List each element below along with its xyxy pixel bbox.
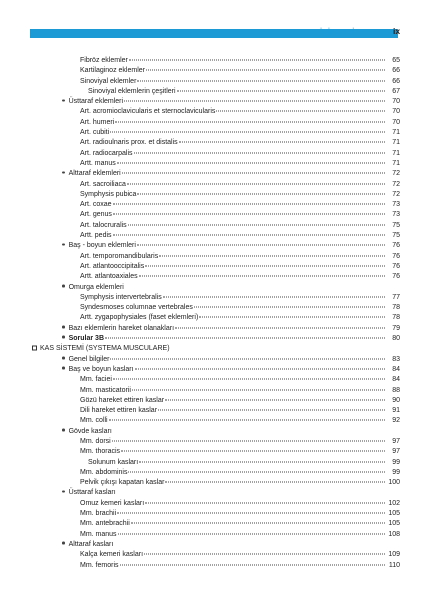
toc-entry[interactable] bbox=[0, 128, 400, 138]
toc-entry-title: Art. sacroiliaca bbox=[80, 180, 126, 188]
toc-entry-page: 100 bbox=[388, 479, 400, 487]
toc-entry-title: Baş ve boyun kasları bbox=[68, 365, 134, 373]
toc-entry[interactable] bbox=[0, 540, 400, 550]
toc-entry-page: 71 bbox=[392, 139, 400, 147]
toc-entry-title: Artt. manus bbox=[80, 159, 116, 167]
dot-leader bbox=[110, 132, 385, 133]
toc-entry-page: 110 bbox=[388, 561, 400, 569]
toc-entry-title: Art. coxae bbox=[80, 201, 112, 209]
bullet-icon bbox=[62, 336, 65, 339]
checkbox-square-icon bbox=[32, 346, 37, 351]
dot-leader bbox=[118, 533, 385, 534]
toc-entry-page: 75 bbox=[392, 232, 400, 240]
toc-entry-page: 71 bbox=[392, 159, 400, 167]
toc-entry-title: Artt. atlantoaxiales bbox=[80, 273, 138, 281]
toc-entry[interactable] bbox=[0, 458, 400, 468]
toc-entry-title: Art. radioulnaris prox. et distalis bbox=[80, 139, 178, 147]
toc-entry-title: Omuz kemeri kasları bbox=[80, 499, 145, 507]
toc-entry[interactable] bbox=[0, 468, 400, 478]
toc-entry-title: Art. temporomandibularis bbox=[80, 252, 159, 260]
dot-leader bbox=[117, 513, 385, 514]
toc-entry-page: 78 bbox=[392, 314, 400, 322]
toc-entry-page: 73 bbox=[392, 211, 400, 219]
toc-entry[interactable] bbox=[0, 519, 400, 529]
toc-entry[interactable] bbox=[0, 149, 400, 159]
toc-entry[interactable] bbox=[0, 530, 400, 540]
toc-entry[interactable] bbox=[0, 262, 400, 272]
dot-leader bbox=[175, 327, 385, 328]
toc-entry-title: Solunum kasları bbox=[88, 458, 139, 466]
toc-entry-title: Mm. brachii bbox=[80, 510, 117, 518]
toc-entry-title: Mm. abdominis bbox=[80, 468, 128, 476]
dot-leader bbox=[129, 60, 385, 61]
toc-entry-title: Mm. colli bbox=[80, 417, 108, 425]
toc-entry[interactable] bbox=[0, 272, 400, 282]
toc-entry-page: 83 bbox=[392, 355, 400, 363]
toc-entry[interactable] bbox=[0, 159, 400, 169]
bullet-icon bbox=[62, 284, 65, 287]
toc-entry[interactable] bbox=[0, 355, 400, 365]
toc-entry-title: Sorular 3B bbox=[68, 335, 104, 343]
toc-entry-title: Bazı eklemlerin hareket olanakları bbox=[68, 324, 175, 332]
toc-entry[interactable] bbox=[0, 241, 400, 251]
toc-entry-page: 67 bbox=[392, 87, 400, 95]
dot-leader bbox=[137, 80, 385, 81]
bullet-icon bbox=[62, 429, 65, 432]
toc-entry-title: Fibröz eklemler bbox=[80, 57, 128, 64]
dot-leader bbox=[113, 235, 385, 236]
toc-entry[interactable] bbox=[0, 509, 400, 519]
toc-entry-page: 77 bbox=[392, 293, 400, 301]
toc-entry[interactable] bbox=[0, 324, 400, 334]
toc-entry-page: 91 bbox=[392, 407, 400, 415]
toc-entry[interactable] bbox=[0, 427, 400, 437]
dot-leader bbox=[122, 173, 385, 174]
toc-entry-page: 65 bbox=[392, 57, 400, 64]
toc-entry-title: Mm. thoracis bbox=[80, 448, 121, 456]
toc-entry[interactable] bbox=[0, 87, 400, 97]
toc-entry[interactable] bbox=[0, 437, 400, 447]
toc-entry[interactable] bbox=[0, 365, 400, 375]
toc-entry-title: Art. radiocarpalis bbox=[80, 149, 133, 157]
toc-entry[interactable] bbox=[0, 499, 400, 509]
bullet-icon bbox=[62, 490, 65, 493]
toc-entry-title: Art. genus bbox=[80, 211, 112, 219]
toc-entry-title: Mm. femoris bbox=[80, 561, 119, 569]
toc-entry[interactable] bbox=[0, 303, 400, 313]
toc-entry-title: Art. acromioclavicularis et sternoclavicularis bbox=[80, 108, 216, 116]
bullet-icon bbox=[62, 171, 65, 174]
toc-entry-page: 78 bbox=[392, 304, 400, 312]
dot-leader bbox=[110, 358, 385, 359]
dot-leader bbox=[139, 461, 385, 462]
toc-entry-page: 72 bbox=[392, 180, 400, 188]
toc-entry-page: 66 bbox=[392, 77, 400, 85]
bullet-icon bbox=[62, 243, 65, 246]
dot-leader bbox=[128, 224, 385, 225]
toc-entry-title: KAS SİSTEMİ (SYSTEMA MUSCULARE) bbox=[40, 345, 170, 353]
dot-leader bbox=[131, 523, 385, 524]
toc-entry-title: Sinoviyal eklemler bbox=[80, 77, 137, 85]
toc-entry[interactable] bbox=[0, 56, 400, 66]
bullet-icon bbox=[62, 326, 65, 329]
dot-leader bbox=[158, 410, 385, 411]
toc-entry-page: 71 bbox=[392, 129, 400, 137]
dot-leader bbox=[113, 214, 385, 215]
toc-entry-title: Alttaraf eklemleri bbox=[68, 170, 121, 178]
dot-leader bbox=[127, 183, 385, 184]
dot-leader bbox=[112, 440, 385, 441]
toc-entry-page: 76 bbox=[392, 252, 400, 260]
toc-entry[interactable] bbox=[0, 210, 400, 220]
toc-entry[interactable] bbox=[0, 344, 400, 354]
toc-entry[interactable] bbox=[0, 406, 400, 416]
dot-leader bbox=[113, 379, 385, 380]
toc-entry-title: Mm. masticatorii bbox=[80, 386, 131, 394]
toc-entry-title: Artt. zygapophysiales (faset eklemleri) bbox=[80, 314, 199, 322]
toc-entry-page: 70 bbox=[392, 98, 400, 106]
toc-entry-page: 108 bbox=[388, 530, 400, 538]
toc-entry-page: 70 bbox=[392, 108, 400, 116]
bullet-icon bbox=[62, 99, 65, 102]
toc-entry-title: Symphysis pubica bbox=[80, 190, 137, 198]
dot-leader bbox=[165, 399, 385, 400]
toc-entry[interactable] bbox=[0, 313, 400, 323]
toc-entry[interactable] bbox=[0, 231, 400, 241]
dot-leader bbox=[165, 482, 385, 483]
toc-entry-title: Dili hareket ettiren kaslar bbox=[80, 407, 158, 415]
dot-leader bbox=[120, 564, 386, 565]
toc-entry-title: Mm. faciei bbox=[80, 376, 112, 384]
dot-leader bbox=[177, 90, 385, 91]
toc-entry[interactable] bbox=[0, 550, 400, 560]
toc-entry-title: Art. humeri bbox=[80, 118, 115, 126]
toc-entry-page: 99 bbox=[392, 458, 400, 466]
toc-entry-title: Art. atlantooccipitalis bbox=[80, 262, 145, 270]
toc-entry-title: Art. talocruralis bbox=[80, 221, 127, 229]
header-title: İÇİNDEKİLER bbox=[320, 27, 371, 36]
toc-entry[interactable] bbox=[0, 293, 400, 303]
dot-leader bbox=[145, 502, 385, 503]
toc-entry-title: Sinoviyal eklemlerin çeşitleri bbox=[88, 87, 176, 95]
dot-leader bbox=[163, 296, 385, 297]
toc-entry-page: 105 bbox=[388, 510, 400, 518]
toc-entry-page: 71 bbox=[392, 149, 400, 157]
toc-entry-page: 92 bbox=[392, 417, 400, 425]
dot-leader bbox=[124, 101, 385, 102]
toc-entry-page: 105 bbox=[388, 520, 400, 528]
toc-entry-page: 97 bbox=[392, 448, 400, 456]
toc-entry[interactable] bbox=[0, 334, 400, 344]
toc-entry-page: 84 bbox=[392, 365, 400, 373]
dot-leader bbox=[137, 245, 385, 246]
toc-entry[interactable] bbox=[0, 138, 400, 148]
toc-entry-title: Alttaraf kasları bbox=[68, 540, 114, 548]
dot-leader bbox=[128, 471, 385, 472]
toc-entry-title: Pelvik çıkışı kapatan kaslar bbox=[80, 479, 165, 487]
toc-entry[interactable] bbox=[0, 478, 400, 488]
toc-entry-title: Kalça kemeri kasları bbox=[80, 551, 144, 559]
toc-entry-page: 99 bbox=[392, 468, 400, 476]
toc-entry[interactable] bbox=[0, 66, 400, 76]
toc-entry-page: 88 bbox=[392, 386, 400, 394]
dot-leader bbox=[159, 255, 385, 256]
toc-entry[interactable] bbox=[0, 77, 400, 87]
dot-leader bbox=[139, 276, 385, 277]
toc-entry-page: 72 bbox=[392, 170, 400, 178]
toc-entry-title: Mm. manus bbox=[80, 530, 117, 538]
toc-entry-title: Gözü hareket ettiren kaslar bbox=[80, 396, 165, 404]
toc-entry[interactable] bbox=[0, 252, 400, 262]
toc-entry-title: Artt. pedis bbox=[80, 232, 112, 240]
dot-leader bbox=[146, 70, 385, 71]
toc-entry-page: 76 bbox=[392, 242, 400, 250]
toc-entry-title: Mm. antebrachii bbox=[80, 520, 130, 528]
dot-leader bbox=[117, 162, 385, 163]
toc-entry[interactable] bbox=[0, 283, 400, 293]
toc-entry[interactable] bbox=[0, 386, 400, 396]
toc-entry[interactable] bbox=[0, 447, 400, 457]
dot-leader bbox=[199, 317, 385, 318]
toc-entry[interactable] bbox=[0, 169, 400, 179]
toc-entry[interactable] bbox=[0, 200, 400, 210]
dot-leader bbox=[134, 152, 385, 153]
toc-entry-page: 102 bbox=[388, 499, 400, 507]
page-number: ix bbox=[393, 26, 401, 36]
toc-entry-title: Art. cubiti bbox=[80, 129, 110, 137]
dot-leader bbox=[137, 193, 385, 194]
toc-entry-title: Kartilaginoz eklemler bbox=[80, 67, 145, 75]
toc-entry-page: 72 bbox=[392, 190, 400, 198]
dot-leader bbox=[132, 389, 385, 390]
bullet-icon bbox=[62, 357, 65, 360]
toc-entry[interactable] bbox=[0, 375, 400, 385]
toc-entry-page: 73 bbox=[392, 201, 400, 209]
toc-entry[interactable] bbox=[0, 416, 400, 426]
dot-leader bbox=[145, 265, 385, 266]
toc-entry-page: 70 bbox=[392, 118, 400, 126]
toc-entry-title: Baş - boyun eklemleri bbox=[68, 242, 136, 250]
toc-entry[interactable] bbox=[0, 97, 400, 107]
table-of-contents bbox=[0, 56, 431, 571]
dot-leader bbox=[121, 451, 385, 452]
toc-entry-title: Omurga eklemleri bbox=[68, 283, 124, 291]
toc-entry-title: Üsttaraf eklemleri bbox=[68, 98, 124, 106]
dot-leader bbox=[216, 111, 385, 112]
dot-leader bbox=[105, 338, 385, 339]
toc-entry-page: 66 bbox=[392, 67, 400, 75]
toc-entry-title: Üsttaraf kasları bbox=[68, 489, 116, 497]
bullet-icon bbox=[62, 542, 65, 545]
bullet-icon bbox=[62, 367, 65, 370]
toc-entry-title: Syndesmoses columnae vertebrales bbox=[80, 304, 193, 312]
toc-entry-page: 90 bbox=[392, 396, 400, 404]
toc-entry-page: 109 bbox=[388, 551, 400, 559]
dot-leader bbox=[144, 554, 385, 555]
toc-entry-page: 79 bbox=[392, 324, 400, 332]
toc-entry-page: 76 bbox=[392, 262, 400, 270]
dot-leader bbox=[194, 307, 385, 308]
toc-entry-page: 80 bbox=[392, 335, 400, 343]
toc-entry-page: 97 bbox=[392, 437, 400, 445]
toc-entry-title: Genel bilgiler bbox=[68, 355, 110, 363]
toc-entry[interactable] bbox=[0, 107, 400, 117]
dot-leader bbox=[179, 142, 385, 143]
toc-entry[interactable] bbox=[0, 190, 400, 200]
toc-entry[interactable] bbox=[0, 221, 400, 231]
toc-entry-page: 75 bbox=[392, 221, 400, 229]
toc-entry[interactable] bbox=[0, 396, 400, 406]
toc-entry[interactable] bbox=[0, 561, 400, 571]
toc-entry-page: 76 bbox=[392, 273, 400, 281]
toc-entry[interactable] bbox=[0, 118, 400, 128]
toc-entry-page: 84 bbox=[392, 376, 400, 384]
toc-entry[interactable] bbox=[0, 488, 400, 498]
toc-entry-title: Mm. dorsi bbox=[80, 437, 111, 445]
dot-leader bbox=[113, 204, 385, 205]
dot-leader bbox=[109, 420, 385, 421]
toc-entry[interactable] bbox=[0, 180, 400, 190]
toc-entry-title: Symphysis intervertebralis bbox=[80, 293, 162, 301]
dot-leader bbox=[135, 368, 385, 369]
toc-entry-title: Gövde kasları bbox=[68, 427, 112, 435]
dot-leader bbox=[115, 121, 385, 122]
